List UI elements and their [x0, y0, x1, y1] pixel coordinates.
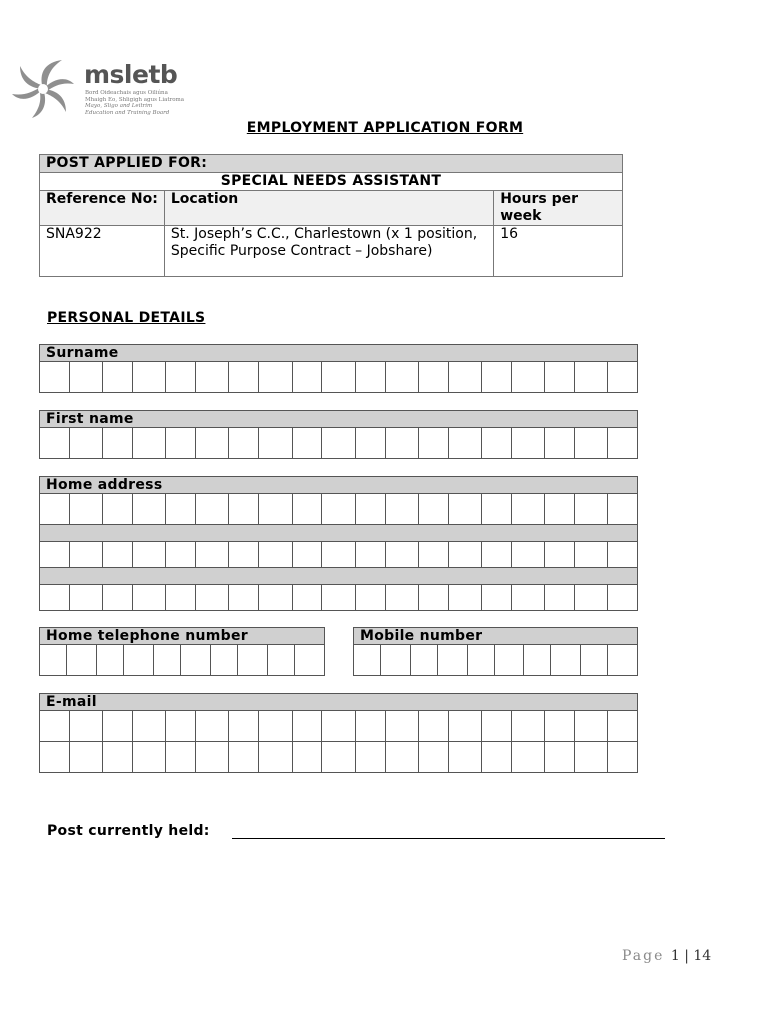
character-box[interactable] [512, 711, 545, 741]
character-box[interactable] [103, 494, 133, 524]
character-box[interactable] [259, 711, 292, 741]
character-box[interactable] [70, 428, 103, 458]
character-box[interactable] [419, 542, 449, 567]
character-box[interactable] [196, 362, 229, 392]
character-box[interactable] [322, 494, 355, 524]
character-box[interactable] [166, 742, 196, 772]
character-box[interactable] [97, 645, 124, 675]
character-box[interactable] [482, 362, 512, 392]
mobile-number-label: Mobile number [353, 627, 638, 645]
character-box[interactable] [40, 711, 70, 741]
character-box[interactable] [545, 428, 575, 458]
location-value: St. Joseph’s C.C., Charlestown (x 1 position, Specific Purpose Contract – Jobshare) [164, 226, 493, 277]
character-box[interactable] [196, 711, 229, 741]
first-name-label: First name [39, 410, 638, 428]
character-box[interactable] [386, 362, 419, 392]
character-box[interactable] [608, 711, 638, 741]
character-box[interactable] [581, 645, 608, 675]
character-box[interactable] [411, 645, 438, 675]
character-box[interactable] [238, 645, 268, 675]
character-box[interactable] [386, 742, 419, 772]
character-box[interactable] [356, 585, 386, 610]
character-box[interactable] [356, 542, 386, 567]
character-box[interactable] [438, 645, 468, 675]
character-box[interactable] [70, 585, 103, 610]
character-box[interactable] [133, 711, 166, 741]
email-line-2-grid[interactable] [39, 741, 638, 773]
character-box[interactable] [449, 585, 482, 610]
email-line-1-grid[interactable] [39, 710, 638, 742]
col-hours: Hours per week [494, 191, 623, 226]
home-address-line-1-grid[interactable] [39, 493, 638, 525]
character-box[interactable] [196, 494, 229, 524]
character-box[interactable] [468, 645, 495, 675]
character-box[interactable] [67, 645, 97, 675]
character-box[interactable] [322, 542, 355, 567]
character-box[interactable] [354, 645, 381, 675]
character-box[interactable] [545, 542, 575, 567]
character-box[interactable] [608, 742, 638, 772]
character-box[interactable] [40, 428, 70, 458]
character-box[interactable] [133, 362, 166, 392]
character-box[interactable] [166, 494, 196, 524]
character-box[interactable] [103, 362, 133, 392]
character-box[interactable] [322, 585, 355, 610]
character-box[interactable] [482, 711, 512, 741]
character-box[interactable] [124, 645, 154, 675]
character-box[interactable] [449, 711, 482, 741]
character-box[interactable] [259, 428, 292, 458]
character-box[interactable] [293, 585, 323, 610]
swirl-logo-icon [10, 58, 76, 120]
post-header: POST APPLIED FOR: [40, 155, 623, 173]
character-box[interactable] [449, 494, 482, 524]
character-box[interactable] [40, 542, 70, 567]
character-box[interactable] [386, 711, 419, 741]
character-box[interactable] [103, 585, 133, 610]
character-box[interactable] [103, 711, 133, 741]
character-box[interactable] [166, 711, 196, 741]
home-telephone-input-grid[interactable] [39, 644, 325, 676]
character-box[interactable] [608, 645, 638, 675]
character-box[interactable] [356, 362, 386, 392]
character-box[interactable] [293, 428, 323, 458]
character-box[interactable] [133, 542, 166, 567]
home-address-line-2-grid[interactable] [39, 541, 638, 568]
character-box[interactable] [322, 428, 355, 458]
character-box[interactable] [482, 428, 512, 458]
character-box[interactable] [545, 585, 575, 610]
character-box[interactable] [386, 585, 419, 610]
character-box[interactable] [386, 428, 419, 458]
page-total: 14 [693, 948, 712, 964]
home-address-label: Home address [39, 476, 638, 494]
character-box[interactable] [154, 645, 181, 675]
character-box[interactable] [196, 428, 229, 458]
home-address-separator [39, 567, 638, 585]
personal-details-title: PERSONAL DETAILS [47, 310, 206, 326]
character-box[interactable] [419, 742, 449, 772]
surname-label: Surname [39, 344, 638, 362]
page-number [622, 948, 711, 964]
msletb-logo [10, 58, 190, 120]
character-box[interactable] [293, 711, 323, 741]
page-current: 1 [670, 948, 680, 964]
character-box[interactable] [295, 645, 325, 675]
character-box[interactable] [575, 362, 608, 392]
character-box[interactable] [166, 362, 196, 392]
character-box[interactable] [482, 585, 512, 610]
character-box[interactable] [70, 494, 103, 524]
character-box[interactable] [322, 742, 355, 772]
character-box[interactable] [166, 428, 196, 458]
character-box[interactable] [356, 494, 386, 524]
character-box[interactable] [545, 494, 575, 524]
character-box[interactable] [608, 494, 638, 524]
character-box[interactable] [133, 494, 166, 524]
character-box[interactable] [293, 542, 323, 567]
character-box[interactable] [259, 585, 292, 610]
character-box[interactable] [322, 362, 355, 392]
character-box[interactable] [229, 428, 259, 458]
character-box[interactable] [419, 362, 449, 392]
character-box[interactable] [381, 645, 411, 675]
post-currently-held-label: Post currently held: [47, 823, 210, 839]
character-box[interactable] [575, 542, 608, 567]
post-applied-table [39, 154, 623, 277]
character-box[interactable] [512, 362, 545, 392]
character-box[interactable] [419, 494, 449, 524]
character-box[interactable] [608, 542, 638, 567]
home-address-line-3-grid[interactable] [39, 584, 638, 611]
character-box[interactable] [524, 645, 551, 675]
character-box[interactable] [449, 542, 482, 567]
character-box[interactable] [449, 362, 482, 392]
email-label: E-mail [39, 693, 638, 711]
character-box[interactable] [268, 645, 295, 675]
post-currently-held-input[interactable] [232, 838, 665, 839]
character-box[interactable] [449, 742, 482, 772]
character-box[interactable] [40, 585, 70, 610]
character-box[interactable] [293, 362, 323, 392]
character-box[interactable] [575, 428, 608, 458]
character-box[interactable] [482, 494, 512, 524]
character-box[interactable] [259, 362, 292, 392]
character-box[interactable] [356, 428, 386, 458]
character-box[interactable] [575, 711, 608, 741]
character-box[interactable] [196, 742, 229, 772]
col-reference: Reference No: [40, 191, 165, 226]
character-box[interactable] [229, 494, 259, 524]
character-box[interactable] [575, 494, 608, 524]
character-box[interactable] [419, 585, 449, 610]
post-position: SPECIAL NEEDS ASSISTANT [40, 173, 623, 191]
character-box[interactable] [482, 742, 512, 772]
character-box[interactable] [229, 542, 259, 567]
logo-sub-line: Mayo, Sligo and Leitrim [85, 103, 153, 109]
character-box[interactable] [70, 362, 103, 392]
logo-sub-line: Mhaigh Eo, Shligigh agus Liatroma [85, 96, 185, 103]
character-box[interactable] [608, 428, 638, 458]
logo-subtitle [85, 90, 195, 116]
character-box[interactable] [551, 645, 581, 675]
page-label: Page [622, 948, 665, 964]
character-box[interactable] [196, 542, 229, 567]
character-box[interactable] [482, 542, 512, 567]
character-box[interactable] [259, 742, 292, 772]
character-box[interactable] [545, 742, 575, 772]
hours-value: 16 [494, 226, 623, 277]
character-box[interactable] [133, 428, 166, 458]
character-box[interactable] [166, 585, 196, 610]
logo-name: msletb [84, 60, 178, 89]
character-box[interactable] [229, 362, 259, 392]
character-box[interactable] [40, 494, 70, 524]
character-box[interactable] [229, 585, 259, 610]
character-box[interactable] [356, 742, 386, 772]
first-name-input-grid[interactable] [39, 427, 638, 459]
character-box[interactable] [103, 542, 133, 567]
home-address-separator [39, 524, 638, 542]
character-box[interactable] [512, 585, 545, 610]
character-box[interactable] [293, 494, 323, 524]
character-box[interactable] [196, 585, 229, 610]
character-box[interactable] [386, 494, 419, 524]
mobile-number-input-grid[interactable] [353, 644, 638, 676]
character-box[interactable] [70, 742, 103, 772]
surname-input-grid[interactable] [39, 361, 638, 393]
character-box[interactable] [512, 428, 545, 458]
character-box[interactable] [103, 742, 133, 772]
home-telephone-label: Home telephone number [39, 627, 325, 645]
character-box[interactable] [545, 362, 575, 392]
character-box[interactable] [512, 742, 545, 772]
character-box[interactable] [495, 645, 525, 675]
character-box[interactable] [608, 585, 638, 610]
character-box[interactable] [512, 494, 545, 524]
character-box[interactable] [356, 711, 386, 741]
character-box[interactable] [40, 362, 70, 392]
character-box[interactable] [229, 711, 259, 741]
character-box[interactable] [40, 645, 67, 675]
character-box[interactable] [211, 645, 238, 675]
character-box[interactable] [229, 742, 259, 772]
character-box[interactable] [322, 711, 355, 741]
reference-value: SNA922 [40, 226, 165, 277]
page-separator: | [679, 948, 694, 964]
character-box[interactable] [575, 742, 608, 772]
character-box[interactable] [133, 742, 166, 772]
character-box[interactable] [449, 428, 482, 458]
character-box[interactable] [181, 645, 211, 675]
character-box[interactable] [608, 362, 638, 392]
logo-sub-line: Education and Training Board [85, 109, 170, 116]
col-location: Location [164, 191, 493, 226]
character-box[interactable] [386, 542, 419, 567]
character-box[interactable] [419, 428, 449, 458]
form-title: EMPLOYMENT APPLICATION FORM [246, 120, 524, 136]
character-box[interactable] [166, 542, 196, 567]
character-box[interactable] [40, 742, 70, 772]
character-box[interactable] [103, 428, 133, 458]
character-box[interactable] [70, 711, 103, 741]
character-box[interactable] [293, 742, 323, 772]
character-box[interactable] [259, 542, 292, 567]
character-box[interactable] [545, 711, 575, 741]
character-box[interactable] [70, 542, 103, 567]
character-box[interactable] [575, 585, 608, 610]
character-box[interactable] [419, 711, 449, 741]
character-box[interactable] [133, 585, 166, 610]
character-box[interactable] [512, 542, 545, 567]
logo-sub-line: Bord Oideachais agus Oiliúna [85, 90, 168, 96]
character-box[interactable] [259, 494, 292, 524]
